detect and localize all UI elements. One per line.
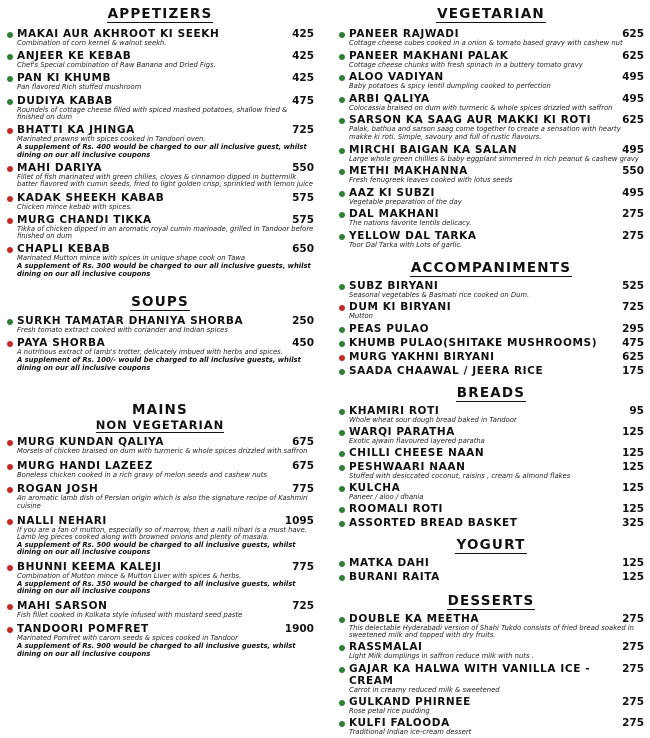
non-veg-dot-icon	[7, 440, 13, 446]
veg-dot-icon	[339, 369, 345, 375]
menu-item	[338, 323, 644, 335]
item-supplement-note: A supplement of Rs. 900 would be charged to all inclusive guests, whilst dining on our all inclusive coupons	[17, 641, 296, 658]
menu-item	[338, 696, 644, 716]
item-description: Traditional Indian ice-cream dessert	[349, 728, 472, 736]
menu-item	[6, 50, 314, 70]
desserts-list	[338, 613, 644, 737]
item-description: Exotic ajwain flavoured layered paratha	[349, 436, 485, 445]
item-name: GAJAR KA HALWA WITH VANILLA ICE -CREAM	[349, 662, 591, 687]
item-description: Combination of corn kernel & walnut seekh.	[17, 39, 167, 47]
non-veg-dot-icon	[7, 166, 13, 172]
item-description: Large whole green chillies & baby eggplant simmered in rich peanut & cashew gravy	[349, 154, 639, 163]
item-price: 650	[292, 243, 314, 256]
item-price: 275	[622, 612, 644, 625]
veg-dot-icon	[339, 409, 345, 415]
veg-dot-icon	[339, 721, 345, 727]
item-name: WARQI PARATHA	[349, 425, 455, 438]
menu-item	[338, 571, 644, 583]
menu-item	[338, 301, 644, 321]
non-veg-dot-icon	[7, 519, 13, 525]
item-name: ROGAN JOSH	[17, 483, 99, 496]
item-price: 725	[292, 599, 314, 612]
veg-dot-icon	[339, 169, 345, 175]
breads-title: BREADS	[456, 384, 526, 401]
breads-list	[338, 405, 644, 529]
item-description: Fish fillet cooked in Kolkata style infused with mustard seed paste	[17, 610, 243, 619]
item-name: METHI MAKHANNA	[349, 165, 468, 178]
item-name: KULFI FALOODA	[349, 717, 450, 729]
item-name: ANJEER KE KEBAB	[17, 50, 132, 63]
item-name: BHUNNI KEEMA KALEJI	[17, 560, 162, 573]
item-description: Morsels of chicken braised on dum with turmeric & whole spices drizzled with saffron	[17, 447, 308, 456]
item-price: 425	[292, 28, 314, 40]
non-veg-dot-icon	[7, 604, 13, 610]
menu-item	[6, 214, 314, 241]
item-price: 125	[622, 556, 644, 569]
veg-dot-icon	[339, 212, 345, 218]
menu-item	[338, 663, 644, 695]
item-description: Fresh tomato extract cooked with coriander and Indian spices	[17, 326, 228, 335]
item-name: MAHI SARSON	[17, 599, 108, 612]
item-name: DAL MAKHANI	[349, 208, 440, 221]
item-name: KHUMB PULAO(SHITAKE MUSHROOMS)	[349, 336, 598, 349]
item-description: Cottage cheese chunks with fresh spinach in a buttery tomato gravy	[349, 60, 583, 69]
veg-dot-icon	[339, 97, 345, 103]
veg-dot-icon	[339, 341, 345, 347]
item-description: Paneer / aloo / dhania	[349, 492, 424, 501]
item-name: MAHI DARIYA	[17, 161, 103, 174]
item-price: 125	[622, 460, 644, 473]
item-name: MURG KUNDAN QALIYA	[17, 436, 165, 449]
item-name: ALOO VADIYAN	[349, 71, 444, 84]
menu-item	[6, 600, 314, 620]
item-name: PANEER RAJWADI	[349, 28, 460, 40]
menu-item	[338, 50, 644, 70]
menu-item	[338, 165, 644, 185]
non-veg-dot-icon	[339, 355, 345, 361]
non-veg-dot-icon	[7, 247, 13, 253]
menu-item	[338, 482, 644, 502]
item-price: 625	[622, 350, 644, 363]
yogurt-list	[338, 557, 644, 583]
item-price: 275	[622, 662, 644, 675]
veg-dot-icon	[7, 319, 13, 325]
menu-item	[6, 561, 314, 596]
item-description: Boneless chicken cooked in a rich gravy of melon seeds and cashew nuts	[17, 470, 267, 479]
item-description: If you are a fan of mutton, especially so of marrow, then a nalli nihari is a must have. Lamb leg pieces cooked along with browned onions and plenty of masala.	[17, 525, 307, 542]
item-price: 675	[292, 436, 314, 449]
item-description: A nutritious extract of lamb's trotter, delicately imbued with herbs and spices.	[17, 348, 283, 357]
item-description: Fresh fenugreek leaves cooked with lotus seeds	[349, 176, 513, 185]
item-description: Chicken mince kebab with spices.	[17, 202, 133, 211]
menu-item	[6, 162, 314, 189]
item-description: Rose petal rice pudding	[349, 706, 430, 715]
veg-dot-icon	[339, 667, 345, 673]
appetizers-title: APPETIZERS	[107, 6, 213, 22]
item-name: GULKAND PHIRNEE	[349, 695, 471, 708]
item-name: DUM KI BIRYANI	[349, 301, 452, 314]
non-veg-dot-icon	[7, 218, 13, 224]
veg-dot-icon	[7, 54, 13, 60]
veg-dot-icon	[7, 32, 13, 38]
item-price: 325	[622, 516, 644, 529]
item-description: Light Milk dumplings in saffron reduce milk with nuts .	[349, 652, 534, 661]
non-veg-dot-icon	[7, 487, 13, 493]
item-description: Palak, bathua and sarson saag come together to create a sensation with hearty makke ki roti. Simple, savoury and full of rustic flavours.	[349, 125, 621, 141]
veg-dot-icon	[339, 75, 345, 81]
menu-item	[6, 72, 314, 92]
veg-dot-icon	[339, 32, 345, 38]
item-name: SUBZ BIRYANI	[349, 279, 439, 292]
item-price: 775	[292, 483, 314, 496]
item-name: MAKAI AUR AKHROOT KI SEEKH	[17, 28, 220, 40]
appetizers-list	[6, 28, 314, 278]
item-supplement-note: A supplement of Rs. 300 would be charged to our all inclusive guests, whilst dining on our all inclusive coupons	[17, 262, 311, 278]
menu-item	[6, 124, 314, 159]
veg-dot-icon	[7, 76, 13, 82]
item-name: ROOMALI ROTI	[349, 503, 444, 516]
non-veg-dot-icon	[339, 305, 345, 311]
menu-item	[338, 641, 644, 661]
item-name: PANEER MAKHANI PALAK	[349, 49, 509, 62]
item-name: YELLOW DAL TARKA	[349, 229, 477, 242]
vegetarian-title: VEGETARIAN	[437, 6, 545, 22]
mains-list	[6, 436, 314, 658]
item-name: PESHWAARI NAAN	[349, 460, 466, 473]
item-price: 495	[622, 186, 644, 199]
yogurt-title: YOGURT	[456, 536, 526, 553]
item-name: BURANI RAITA	[349, 570, 440, 583]
item-price: 275	[622, 641, 644, 654]
menu-item	[338, 447, 644, 459]
item-description: Roundels of cottage cheese filled with spiced mashed potatoes, shallow fried & finished on dum	[17, 105, 288, 122]
item-price: 525	[622, 279, 644, 292]
item-name: MATKA DAHI	[349, 556, 430, 569]
item-name: DUDIYA KABAB	[17, 94, 113, 107]
menu-item	[6, 243, 314, 278]
vegetarian-list	[338, 28, 644, 250]
item-name: PEAS PULAO	[349, 322, 430, 335]
item-price: 425	[292, 50, 314, 63]
item-description: Tikka of chicken dipped in an aromatic royal cumin marinade, grilled in Tandoor before finished on dum	[17, 224, 314, 241]
accompaniments-list	[338, 280, 644, 377]
item-description: Marinated prawns with spices cooked in Tandoori oven.	[17, 135, 206, 144]
item-price: 275	[622, 208, 644, 221]
item-description: Mutton	[349, 312, 373, 321]
item-price: 125	[622, 481, 644, 494]
item-price: 295	[622, 322, 644, 335]
item-supplement-note: A supplement of Rs. 400 would be charged to our all inclusive guest, whilst dining on our all inclusive coupons	[17, 142, 307, 159]
item-name: MURG YAKHNI BIRYANI	[349, 350, 495, 363]
item-price: 450	[292, 337, 314, 350]
veg-dot-icon	[339, 451, 345, 457]
item-name: CHILLI CHEESE NAAN	[349, 447, 485, 460]
mains-title: MAINS	[132, 402, 188, 419]
veg-dot-icon	[339, 430, 345, 436]
item-name: NALLI NEHARI	[17, 514, 107, 527]
menu-item	[6, 515, 314, 557]
veg-dot-icon	[339, 561, 345, 567]
item-price: 175	[622, 364, 644, 377]
desserts-title: DESSERTS	[447, 592, 535, 609]
veg-dot-icon	[339, 700, 345, 706]
veg-dot-icon	[339, 148, 345, 154]
veg-dot-icon	[339, 507, 345, 513]
menu-item	[338, 557, 644, 569]
veg-dot-icon	[339, 191, 345, 197]
item-price: 475	[292, 94, 314, 107]
item-description: Stuffed with desiccated coconut, raisins , cream & almond flakes	[349, 471, 571, 480]
item-description: An aromatic lamb dish of Persian origin which is also the signature recipe of Kashmiri cuisine	[17, 494, 308, 510]
item-name: SURKH TAMATAR DHANIYA SHORBA	[17, 315, 244, 328]
veg-dot-icon	[339, 284, 345, 290]
item-name: MIRCHI BAIGAN KA SALAN	[349, 143, 518, 156]
item-supplement-note: A supplement of Rs. 500 would be charged to all inclusive guests, whilst dining on our all inclusive coupons	[17, 540, 296, 557]
item-price: 575	[292, 191, 314, 204]
item-price: 495	[622, 143, 644, 156]
menu-item	[338, 717, 644, 737]
menu-item	[338, 426, 644, 446]
item-price: 275	[622, 717, 644, 729]
item-name: PAYA SHORBA	[17, 337, 106, 350]
item-price: 1900	[284, 623, 314, 636]
menu-item	[338, 71, 644, 91]
item-description: Toor Dal Tarka with Lots of garlic.	[349, 240, 463, 249]
veg-dot-icon	[339, 575, 345, 581]
item-name: CHAPLI KEBAB	[17, 243, 111, 256]
item-description: Chef's Special combination of Raw Banana and Dried Figs.	[17, 61, 216, 70]
item-price: 625	[622, 49, 644, 62]
item-description: Colocassia braised on dum with turmeric & whole spices drizzled with saffron	[349, 103, 613, 112]
right-column	[338, 6, 644, 738]
menu-item	[338, 517, 644, 529]
left-column	[6, 6, 314, 662]
veg-dot-icon	[7, 99, 13, 105]
menu-item	[338, 503, 644, 515]
soups-title: SOUPS	[131, 294, 189, 311]
item-price: 1095	[284, 514, 314, 527]
menu-item	[6, 337, 314, 372]
veg-dot-icon	[339, 617, 345, 623]
menu-item	[6, 436, 314, 456]
item-description: Whole wheat sour dough bread baked in Tandoor	[349, 415, 517, 424]
item-price: 250	[292, 315, 314, 328]
item-price: 575	[292, 213, 314, 226]
item-price: 495	[622, 92, 644, 105]
item-name: MURG HANDI LAZEEZ	[17, 459, 153, 472]
item-description: Cottage cheese cubes cooked in a onion & tomato based gravy with cashew nut	[349, 39, 623, 47]
item-price: 275	[622, 229, 644, 242]
item-name: ASSORTED BREAD BASKET	[349, 516, 518, 529]
menu-item	[338, 93, 644, 113]
item-name: KHAMIRI ROTI	[349, 404, 440, 417]
veg-dot-icon	[339, 54, 345, 60]
item-price: 475	[622, 336, 644, 349]
non-veg-dot-icon	[7, 196, 13, 202]
menu-item	[6, 483, 314, 510]
menu-item	[338, 405, 644, 425]
item-supplement-note: A supplement of Rs. 350 would be charged to all inclusive guests, whilst dining on our all inclusive coupons	[17, 579, 296, 596]
item-name: KADAK SHEEKH KABAB	[17, 191, 165, 204]
item-price: 625	[622, 114, 644, 127]
menu-item	[338, 114, 644, 141]
item-supplement-note: A supplement of Rs. 100/- would be charged to all inclusive guests, whilst dining on our all inclusive coupons	[17, 356, 301, 372]
item-price: 125	[622, 447, 644, 460]
menu-item	[6, 95, 314, 122]
veg-dot-icon	[339, 118, 345, 124]
item-name: RASSMALAI	[349, 641, 423, 654]
menu-item	[338, 337, 644, 349]
item-description: Pan flavored Rich stuffed mushroom	[17, 83, 142, 92]
menu-item	[338, 230, 644, 250]
item-price: 775	[292, 560, 314, 573]
menu-item	[338, 144, 644, 164]
item-price: 125	[622, 425, 644, 438]
veg-dot-icon	[339, 645, 345, 651]
non-veg-dot-icon	[7, 464, 13, 470]
menu-item	[6, 623, 314, 658]
menu-item	[338, 613, 644, 640]
menu-item	[338, 28, 644, 48]
item-price: 550	[292, 161, 314, 174]
veg-dot-icon	[339, 486, 345, 492]
non-veg-dot-icon	[7, 128, 13, 134]
item-price: 725	[622, 301, 644, 314]
item-description: Carrot in creamy reduced milk & sweetened	[349, 685, 500, 694]
item-name: PAN KI KHUMB	[17, 72, 112, 85]
item-name: MURG CHANDI TIKKA	[17, 213, 152, 226]
veg-dot-icon	[339, 465, 345, 471]
item-description: Marinated Mutton mince with spices in unique shape cook on Tawa	[17, 254, 246, 263]
item-name: KULCHA	[349, 481, 401, 494]
menu-item	[6, 460, 314, 480]
item-name: BHATTI KA JHINGA	[17, 124, 135, 137]
menu-item	[338, 461, 644, 481]
item-price: 425	[292, 72, 314, 85]
item-description: Seasonal vegetables & Basmati rice cooked on Dum.	[349, 290, 530, 299]
item-price: 125	[622, 503, 644, 516]
menu-item	[6, 315, 314, 335]
item-name: SAADA CHAAWAL / JEERA RICE	[349, 364, 544, 377]
menu-item	[338, 365, 644, 377]
soups-list	[6, 315, 314, 372]
menu-item	[338, 187, 644, 207]
item-price: 625	[622, 28, 644, 40]
menu-item	[338, 208, 644, 228]
accompaniments-title: ACCOMPANIMENTS	[410, 259, 572, 276]
non-veg-dot-icon	[7, 565, 13, 571]
item-name: AAZ KI SUBZI	[349, 186, 436, 199]
non-veg-dot-icon	[7, 627, 13, 633]
item-name: SARSON KA SAAG AUR MAKKI KI ROTI	[349, 114, 592, 127]
veg-dot-icon	[339, 234, 345, 240]
menu-item	[338, 280, 644, 300]
item-name: DOUBLE KA MEETHA	[349, 612, 480, 625]
item-price: 125	[622, 570, 644, 583]
item-description: Vegetable preparation of the day	[349, 197, 462, 206]
item-price: 550	[622, 165, 644, 178]
item-price: 275	[622, 695, 644, 708]
item-description: Marinated Pomfret with carom seeds & spices cooked in Tandoor	[17, 634, 238, 643]
non-vegetarian-subtitle: NON VEGETARIAN	[95, 418, 225, 433]
item-description: Fillet of fish marinated with green chilies, cloves & cinnamon dipped in buttermilk batter flavored with cumin seeds, fried to light golden crisp, sprinkled with lemon juice	[17, 172, 313, 189]
item-description: This delectable Hyderabadi version of Shahi Tukdo consists of fried bread soaked in sweetened milk and topped with dry fruits.	[349, 623, 634, 640]
menu-item	[338, 351, 644, 363]
item-price: 95	[629, 404, 644, 417]
item-price: 495	[622, 71, 644, 84]
item-description: Baby potatoes & spicy lentil dumpling cooked to perfection	[349, 82, 551, 91]
item-name: ARBI QALIYA	[349, 92, 430, 105]
menu-item	[6, 192, 314, 212]
menu-item	[6, 28, 314, 48]
non-veg-dot-icon	[7, 341, 13, 347]
veg-dot-icon	[339, 521, 345, 527]
veg-dot-icon	[339, 327, 345, 333]
item-price: 675	[292, 459, 314, 472]
item-description: The nations favorite lentils delicacy.	[349, 219, 472, 228]
item-description: Combination of Mutton mince & Mutton Liver with spices & herbs.	[17, 571, 242, 580]
item-price: 725	[292, 124, 314, 137]
item-name: TANDOORI POMFRET	[17, 623, 149, 636]
